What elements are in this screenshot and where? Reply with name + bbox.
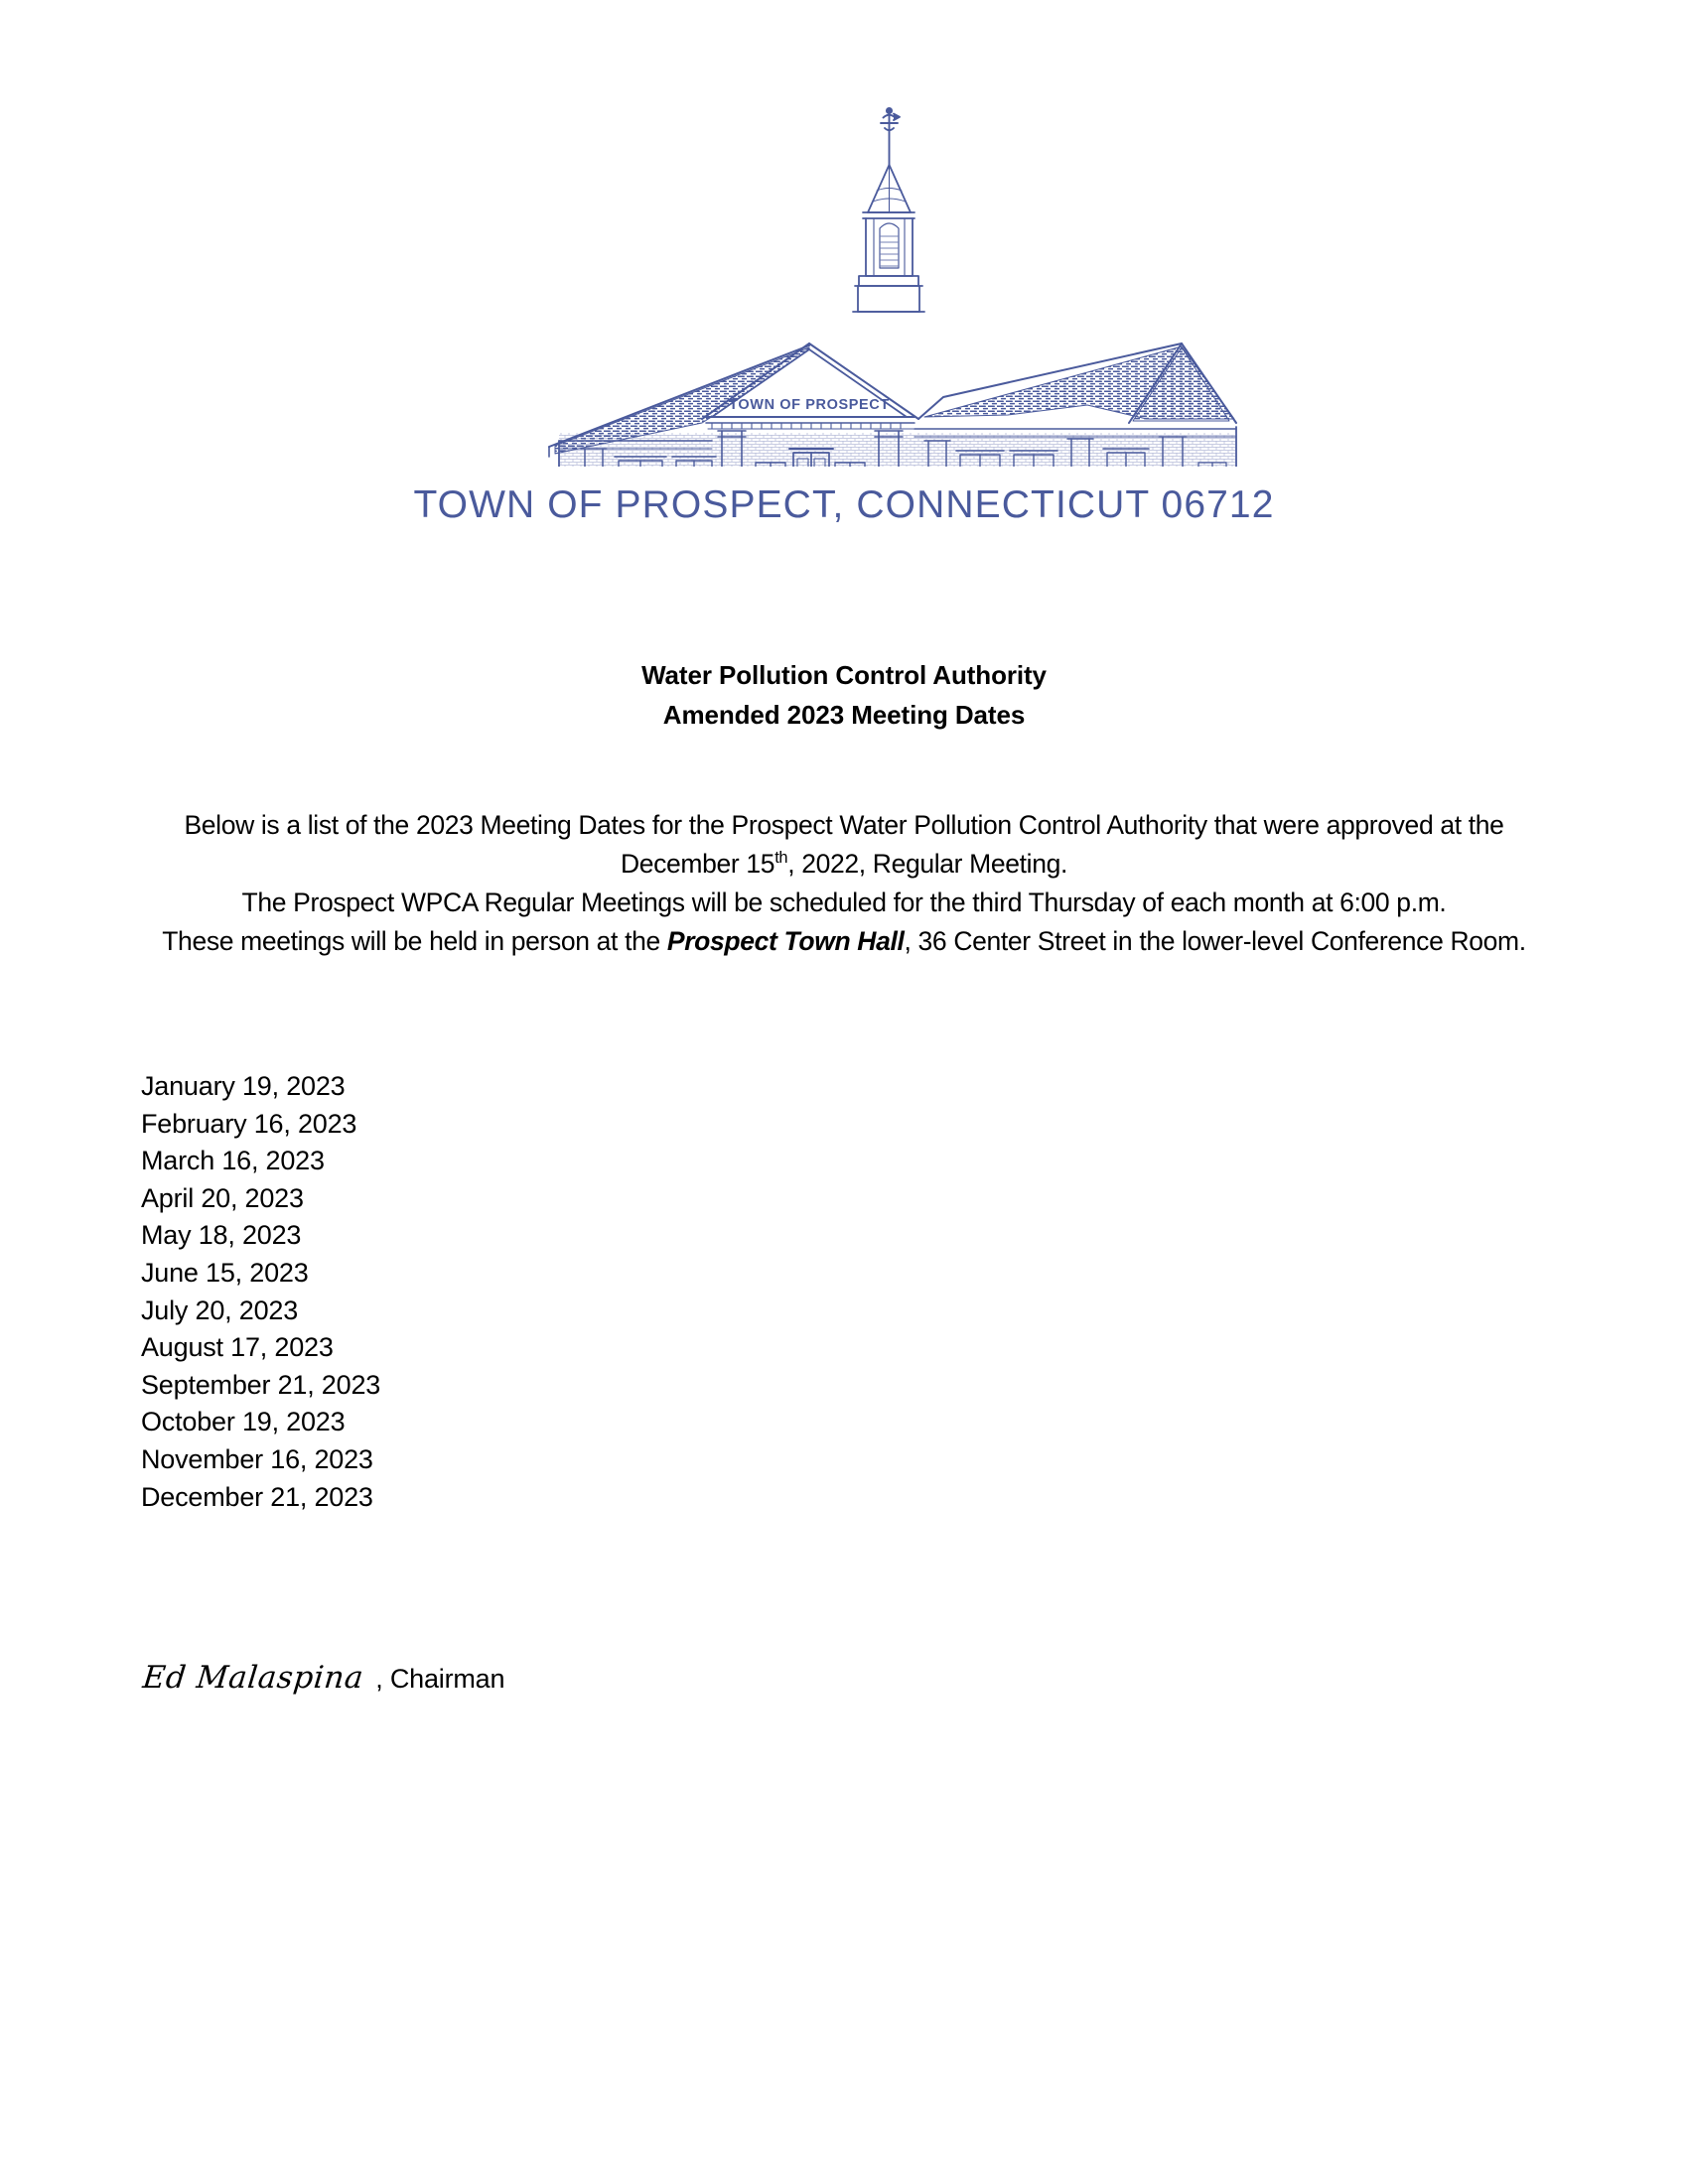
list-item: April 20, 2023 [141, 1182, 304, 1213]
list-item: October 19, 2023 [141, 1407, 346, 1437]
list-item: July 20, 2023 [141, 1295, 299, 1325]
list-item: September 21, 2023 [141, 1369, 381, 1400]
pediment-inscription: TOWN OF PROSPECT [729, 397, 890, 413]
title-line-authority: Water Pollution Control Authority [641, 660, 1047, 690]
list-item: November 16, 2023 [141, 1443, 373, 1474]
intro-line-3: The Prospect WPCA Regular Meetings will be scheduled for the third Thursday of each month at 6:00 p.m. [241, 887, 1447, 917]
list-item: May 18, 2023 [141, 1220, 302, 1251]
intro-line-4-before: These meetings will be held in person at the [162, 926, 667, 956]
list-item: January 19, 2023 [141, 1071, 346, 1101]
meeting-dates-list [141, 1068, 836, 1516]
intro-line-2-after: , 2022, Regular Meeting. [787, 849, 1068, 879]
title-line-subject: Amended 2023 Meeting Dates [662, 700, 1026, 730]
letterhead [0, 99, 1688, 556]
intro-paragraph [139, 806, 1549, 961]
intro-line-2-before: December 15 [620, 849, 775, 879]
page-title [0, 655, 1688, 735]
signature-name: Ed Malaspina [141, 1660, 366, 1696]
list-item: February 16, 2023 [141, 1108, 357, 1139]
town-hall-drawing-icon [452, 99, 1246, 467]
intro-line-4-after: , 36 Center Street in the lower-level Conference Room. [904, 926, 1526, 956]
signature-block [141, 1660, 504, 1696]
list-item: August 17, 2023 [141, 1332, 334, 1363]
intro-line-1: Below is a list of the 2023 Meeting Dates for the Prospect Water Pollution Control Authority that were approved at the [184, 810, 1504, 840]
intro-line-2 [139, 845, 1549, 884]
venue-name: Prospect Town Hall [666, 926, 905, 956]
letterhead-caption: TOWN OF PROSPECT, CONNECTICUT 06712 [413, 483, 1275, 526]
intro-line-4 [139, 922, 1549, 961]
signature-title: , Chairman [375, 1664, 505, 1694]
list-item: March 16, 2023 [141, 1146, 325, 1176]
list-item: December 21, 2023 [141, 1481, 373, 1512]
ordinal-suffix: th [774, 849, 788, 868]
list-item: June 15, 2023 [141, 1257, 309, 1288]
